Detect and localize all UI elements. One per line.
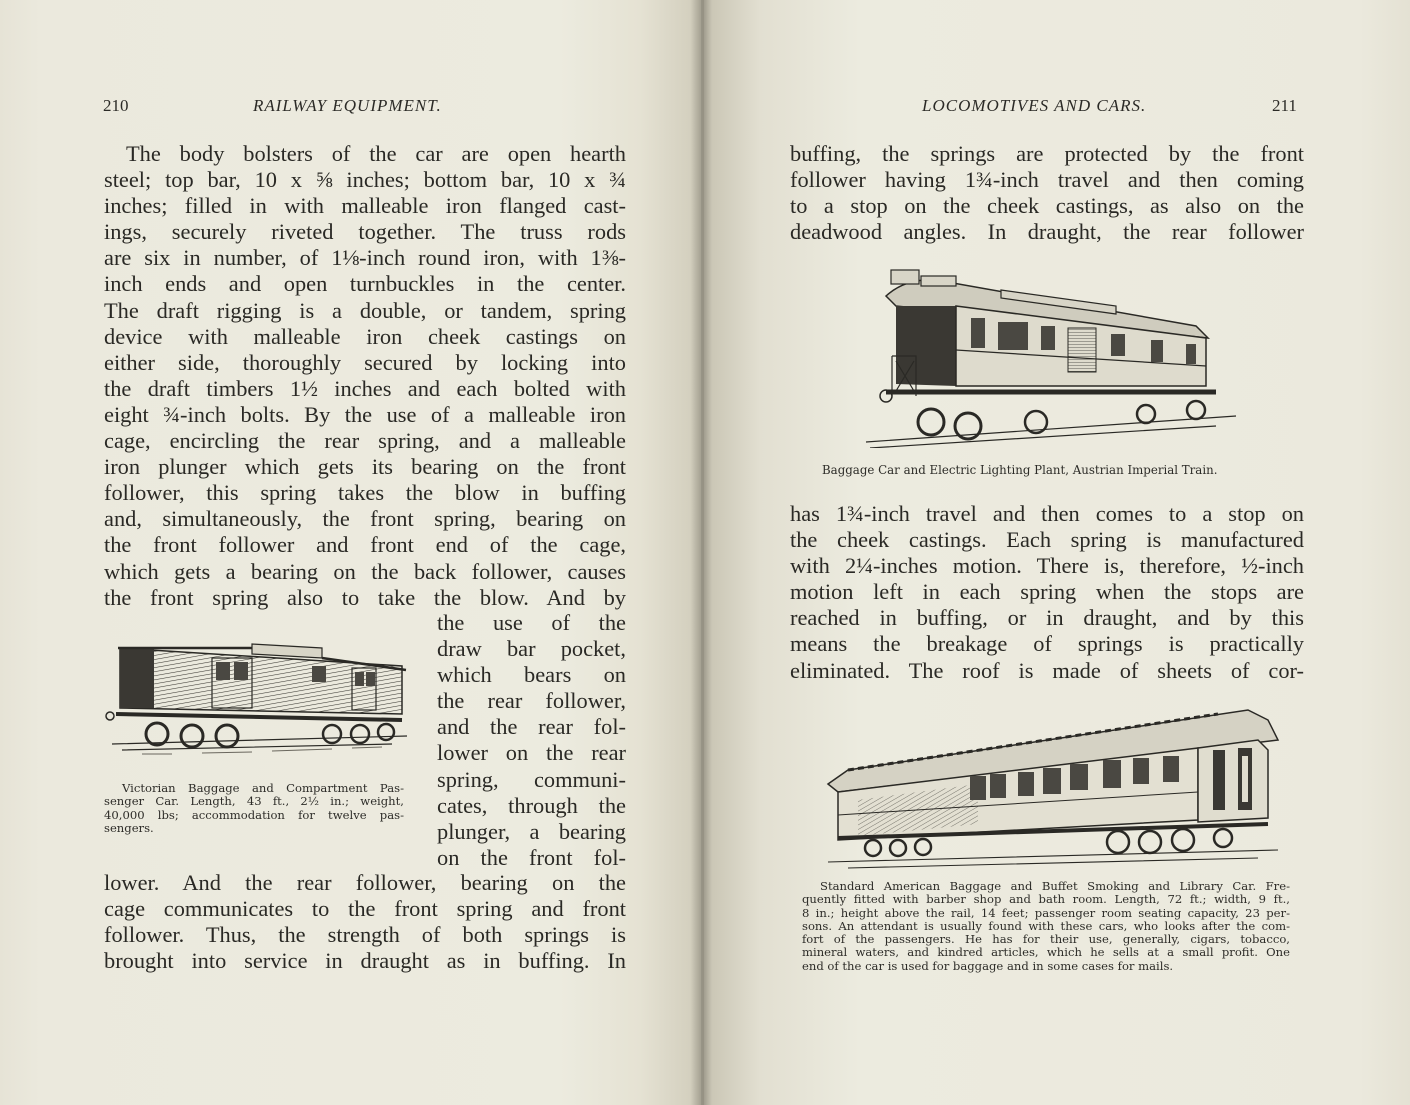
text-line: the cheek castings. Each spring is manufactured [790,527,1304,553]
text-line: are six in number, of 1⅛-inch round iron, with 1⅜- [104,245,626,271]
text-line: reached in buffing, or in draught, and by this [790,605,1304,631]
victorian-baggage-car-illustration [102,636,412,756]
text-line: draw bar pocket, [437,636,626,662]
text-line: cage, encircling the rear spring, and a malleable [104,428,626,454]
caption-line: end of the car is used for baggage and in some cases for mails. [802,958,1174,973]
text-line: and the rear fol- [437,714,626,740]
body-paragraph-wrap [437,610,626,871]
caption-line: sengers. [104,820,154,835]
caption-line: 40,000 lbs; accommodation for twelve pas- [104,807,404,822]
page-number: 211 [1272,96,1297,115]
text-line: the front spring also to take the blow. And by [104,584,626,610]
left-page [0,0,700,1105]
figure-caption [104,782,404,835]
text-line: cage communicates to the front spring and front [104,896,626,922]
text-line: The draft rigging is a double, or tandem, spring [104,297,626,323]
text-line: spring, communi- [437,766,626,792]
gutter-fold [701,0,704,1105]
figure-caption: Baggage Car and Electric Lighting Plant, Austrian Imperial Train. [822,463,1218,477]
caption-line: quently fitted with barber shop and bath room. Length, 72 ft.; width, 9 ft., [802,892,1290,907]
text-line: plunger, a bearing [437,818,626,844]
text-line: the draft timbers 1½ inches and each bolted with [104,375,626,401]
text-line: deadwood angles. In draught, the rear follower [790,219,1304,245]
text-line: iron plunger which gets its bearing on the front [104,454,626,480]
text-line: has 1¾-inch travel and then comes to a stop on [790,501,1304,526]
text-line: steel; top bar, 10 x ⅝ inches; bottom bar, 10 x ¾ [104,167,626,193]
text-line: means the breakage of springs is practically [790,631,1304,657]
text-line: follower. Thus, the strength of both springs is [104,922,626,948]
right-page [706,0,1410,1105]
caption-line: Standard American Baggage and Buffet Smoking and Library Car. Fre- [820,879,1290,893]
text-line: inch ends and open turnbuckles in the center. [104,271,626,297]
austrian-baggage-car-illustration [856,266,1246,448]
page-number: 210 [103,96,129,115]
caption-line: sons. An attendant is usually found with these cars, who looks after the com- [802,918,1290,933]
text-line: which bears on [437,662,626,688]
text-line: to a stop on the cheek castings, as also on the [790,193,1304,219]
caption-line: senger Car. Length, 43 ft., 2½ in.; weight, [104,794,404,809]
body-paragraph-top [104,141,626,611]
caption-line: mineral waters, and kindred articles, which he sells at a small profit. One [802,945,1290,960]
text-line: the rear follower, [437,688,626,714]
caption-line: Victorian Baggage and Compartment Pas- [122,781,404,795]
text-line: buffing, the springs are protected by the front [790,141,1304,166]
running-head: RAILWAY EQUIPMENT. [253,96,442,115]
caption-line: fort of the passengers. He has for their use, generally, cigars, tobacco, [802,932,1290,947]
text-line: and, simultaneously, the front spring, bearing on [104,506,626,532]
body-paragraph-middle [790,501,1304,684]
body-paragraph-top [790,141,1304,245]
text-line: device with malleable iron cheek castings on [104,323,626,349]
text-line: follower having 1¾-inch travel and then coming [790,167,1304,193]
text-line: either side, thoroughly secured by locking into [104,349,626,375]
text-line: lower. And the rear follower, bearing on the [104,870,626,895]
text-line: on the front fol- [437,844,626,870]
text-line: brought into service in draught as in buffing. In [104,948,626,974]
figure-caption [802,880,1290,973]
text-line: ings, securely riveted together. The truss rods [104,219,626,245]
body-paragraph-bottom [104,870,626,974]
text-line: lower on the rear [437,740,626,766]
text-line: with 2¼-inches motion. There is, therefore, ½-inch [790,553,1304,579]
text-line: which gets a bearing on the back follower, causes [104,558,626,584]
american-buffet-car-illustration [818,700,1292,870]
running-head: LOCOMOTIVES AND CARS. [922,96,1147,115]
text-line: follower, this spring takes the blow in buffing [104,480,626,506]
text-line: eliminated. The roof is made of sheets of cor- [790,657,1304,683]
text-line: inches; filled in with malleable iron flanged cast- [104,193,626,219]
text-line: motion left in each spring when the stops are [790,579,1304,605]
text-line: eight ¾-inch bolts. By the use of a malleable iron [104,401,626,427]
text-line: The body bolsters of the car are open hearth [126,141,626,166]
text-line: cates, through the [437,792,626,818]
text-line: the use of the [437,610,626,635]
text-line: the front follower and front end of the cage, [104,532,626,558]
caption-line: 8 in.; height above the rail, 14 feet; passenger room seating capacity, 23 per- [802,905,1290,920]
